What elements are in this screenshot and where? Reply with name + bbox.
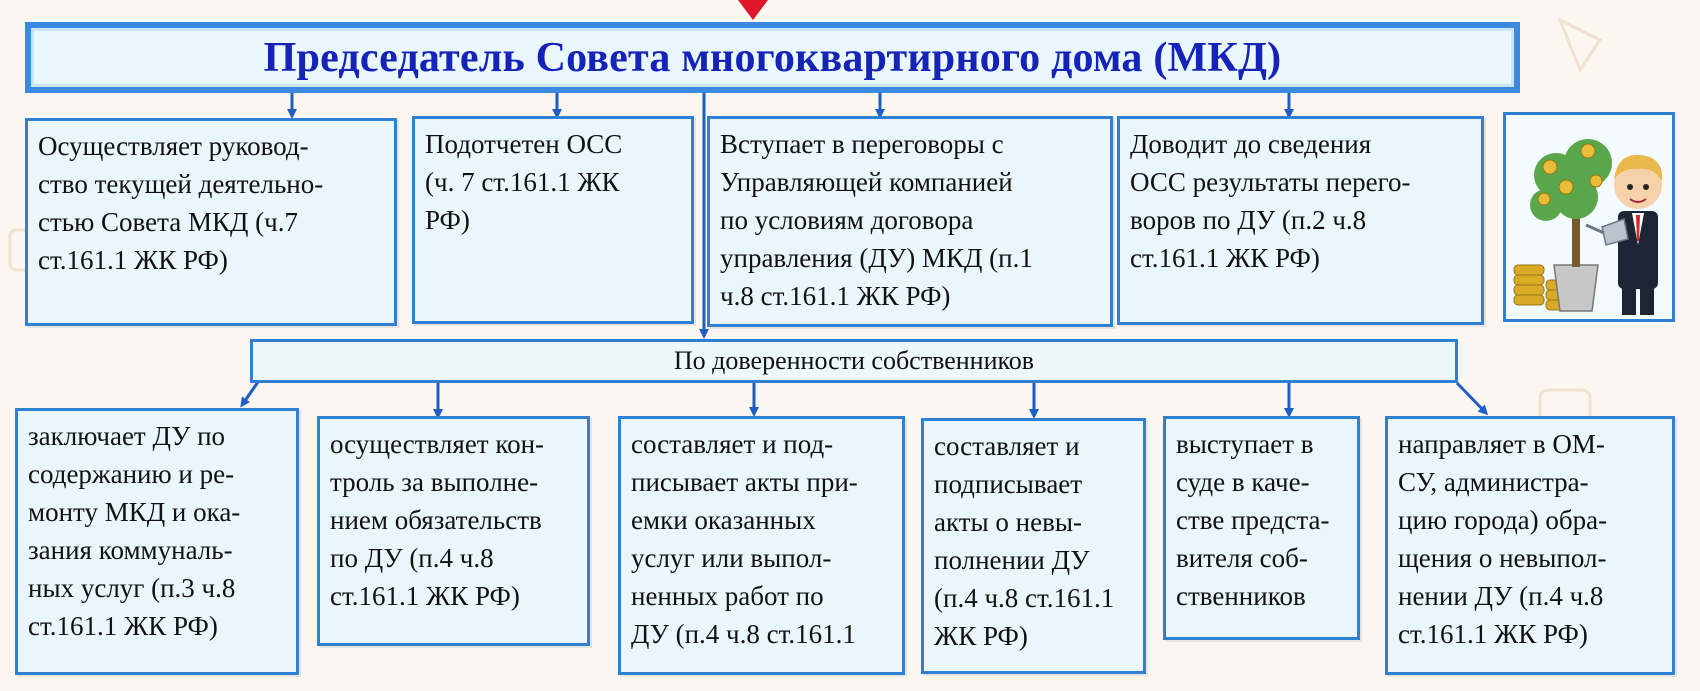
top-box-report-results	[1117, 116, 1484, 325]
arrow-to-bottom-1	[242, 382, 258, 405]
top-box-2-text: Подотчетен ОСС (ч. 7 ст.161.1 ЖК РФ)	[425, 129, 623, 235]
bottom-box-appeals	[1385, 416, 1675, 675]
bottom-box-4-text: составляет и подписывает акты о невы- полнении ДУ (п.4 ч.8 ст.161.1 ЖК РФ)	[934, 431, 1115, 651]
title-box	[25, 22, 1520, 93]
bottom-box-acceptance-acts	[618, 416, 905, 675]
bottom-box-5-text: выступает в суде в каче- стве предста- вителя соб- ственников	[1176, 429, 1330, 611]
bottom-box-court	[1163, 416, 1360, 640]
bottom-box-1-text: заключает ДУ по содержанию и ре- монту МКД и ока- зания коммуналь- ных услуг (п.3 ч.8 ст.161.1 ЖК РФ)	[28, 421, 241, 641]
bottom-box-6-text: направляет в ОМ- СУ, администра- цию города) обра- щения о невыпол- нении ДУ (п.4 ч.8 ст.161.1 ЖК РФ)	[1398, 429, 1608, 649]
top-box-4-text: Доводит до сведения ОСС результаты перего- воров по ДУ (п.2 ч.8 ст.161.1 ЖК РФ)	[1130, 129, 1411, 273]
top-box-1-text: Осуществляет руковод- ство текущей деятельно- стью Совета МКД (ч.7 ст.161.1 ЖК РФ)	[38, 131, 324, 275]
proxy-bar	[250, 339, 1458, 383]
bottom-box-3-text: составляет и под- писывает акты при- емки оказанных услуг или выпол- ненных работ по ДУ (п.4 ч.8 ст.161.1	[631, 429, 858, 649]
arrow-to-bottom-6	[1457, 383, 1486, 413]
businessman-watering-money-tree-icon	[1506, 115, 1672, 319]
illustration	[1503, 112, 1675, 322]
proxy-bar-label: По доверенности собственников	[673, 346, 1035, 375]
top-red-arrow	[738, 0, 768, 20]
top-box-management	[25, 118, 397, 326]
top-box-negotiations	[707, 116, 1113, 327]
bottom-box-control	[317, 416, 590, 646]
bottom-box-nonperformance-acts	[921, 418, 1146, 674]
bottom-box-2-text: осуществляет кон- троль за выполне- нием обязательств по ДУ (п.4 ч.8 ст.161.1 ЖК РФ)	[330, 429, 545, 611]
top-box-accountable	[412, 116, 694, 324]
bottom-box-conclude-contract	[15, 408, 299, 675]
diagram-title: Председатель Совета многоквартирного дома (МКД)	[263, 34, 1282, 81]
top-box-3-text: Вступает в переговоры с Управляющей компанией по условиям договора управления (ДУ) МКД (п.1 ч.8 ст.161.1 ЖК РФ)	[720, 129, 1033, 311]
